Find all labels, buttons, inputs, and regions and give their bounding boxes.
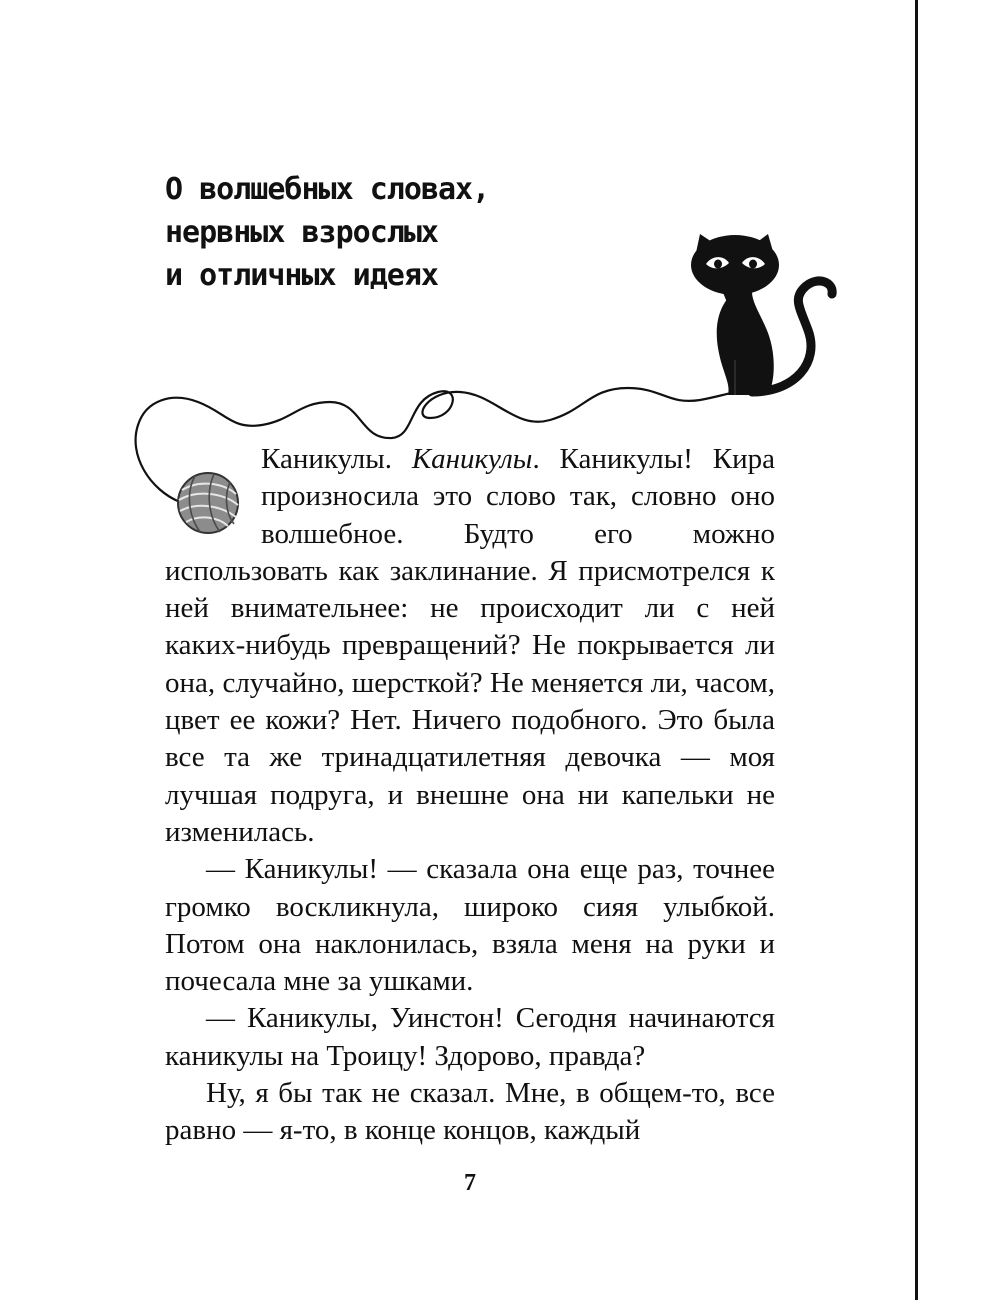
yarn-wrap-spacer [165,441,261,551]
black-cat-icon [691,234,832,395]
body-text [165,441,775,1150]
chapter-title-line-3: и отличных идеях [165,258,438,293]
chapter-title-line-1: О волшебных словах, [165,172,490,207]
paragraph-1-start: Каникулы. [261,443,412,475]
paragraph-3: — Каникулы, Уинстон! Сегодня начинаются каникулы на Троицу! Здорово, правда? [165,1002,775,1072]
page-number: 7 [464,1170,476,1196]
paragraph-2: — Каникулы! — сказала она еще раз, точнее громко воскликнула, широко сияя улыбкой. Потом она наклонилась, взяла меня на руки и почесала мне за ушками. [165,853,775,998]
chapter-title-line-2: нервных взрослых [165,215,438,250]
paragraph-1-italic: Каникулы [411,443,533,475]
paragraph-4: Ну, я бы так не сказал. Мне, в общем-то, все равно — я-то, в конце концов, каждый [165,1077,775,1147]
paragraph-1-rest: . Каникулы! Кира произносила это слово так, словно оно волшебное. Будто его можно использовать как заклинание. Я присмотрелся к ней внимательнее: не происходит ли с ней каких-нибудь превращений? Не покрывается ли она, случайно, шерсткой? Не меняется ли, часом, цвет ее кожи? Нет. Ничего подобного. Это была все та же тринадцатилетняя девочка — моя лучшая подруга, и внешне она ни капельки не изменилась. [165,443,776,848]
